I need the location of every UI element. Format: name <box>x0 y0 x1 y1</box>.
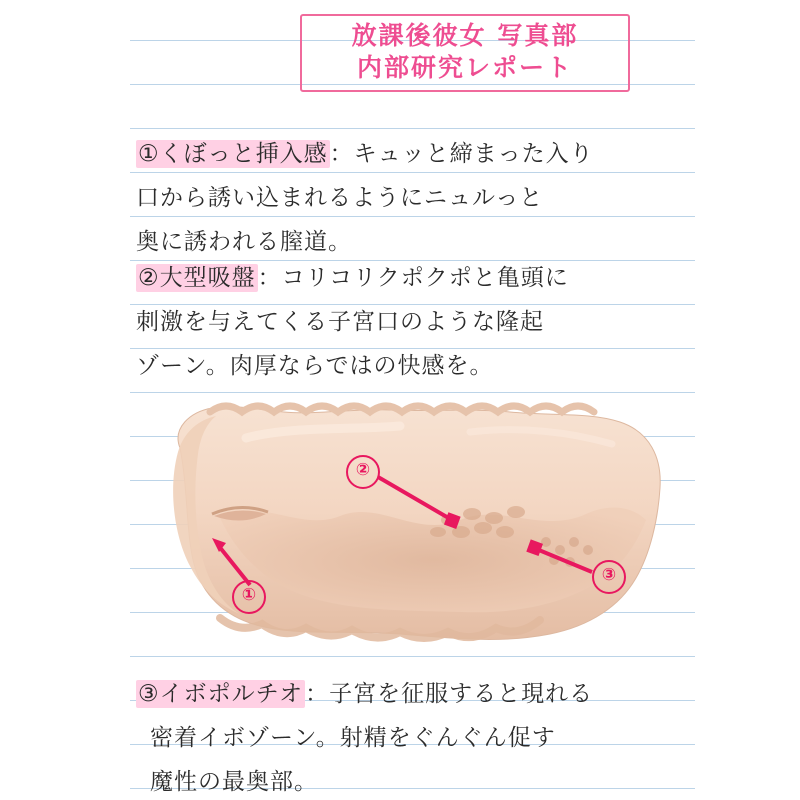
note-1-line-2: 口から誘い込まれるようにニュルっと <box>136 185 544 211</box>
note-2-line-2: 刺激を与えてくる子宮口のような隆起 <box>136 309 544 335</box>
note-1-line-3: 奥に誘われる膣道。 <box>136 229 352 255</box>
report-title-line-2: 内部研究レポート <box>356 53 573 82</box>
note-3-line-3: 魔性の最奥部。 <box>150 769 318 795</box>
rule-line <box>130 128 695 129</box>
callout-3[interactable]: ③ <box>592 560 626 594</box>
product-photo-graphic <box>150 368 670 658</box>
note-2-text-1: ：コリコリクポクポと亀頭に <box>257 265 569 291</box>
note-3-heading: ③イボポルチオ <box>138 681 304 707</box>
product-photo <box>150 368 670 658</box>
callout-2[interactable]: ② <box>346 455 380 489</box>
note-3-line-2: 密着イボゾーン。射精をぐんぐん促す <box>150 725 556 751</box>
note-1-heading: ①くぼっと挿入感 <box>138 141 328 167</box>
note-2-heading: ②大型吸盤 <box>138 265 256 291</box>
note-2-line-3: ゾーン。肉厚ならではの快感を。 <box>136 353 494 379</box>
callout-1[interactable]: ① <box>232 580 266 614</box>
note-3-line-1 <box>136 672 593 716</box>
note-1-line-1 <box>136 132 594 176</box>
note-1-text-1: ：キュッと締まった入り <box>329 141 594 167</box>
note-3-text-1: ：子宮を征服すると現れる <box>305 681 594 707</box>
report-title-line-1: 放課後彼女 写真部 <box>351 21 579 50</box>
note-2-line-1 <box>136 256 569 300</box>
report-title-box <box>300 14 630 92</box>
